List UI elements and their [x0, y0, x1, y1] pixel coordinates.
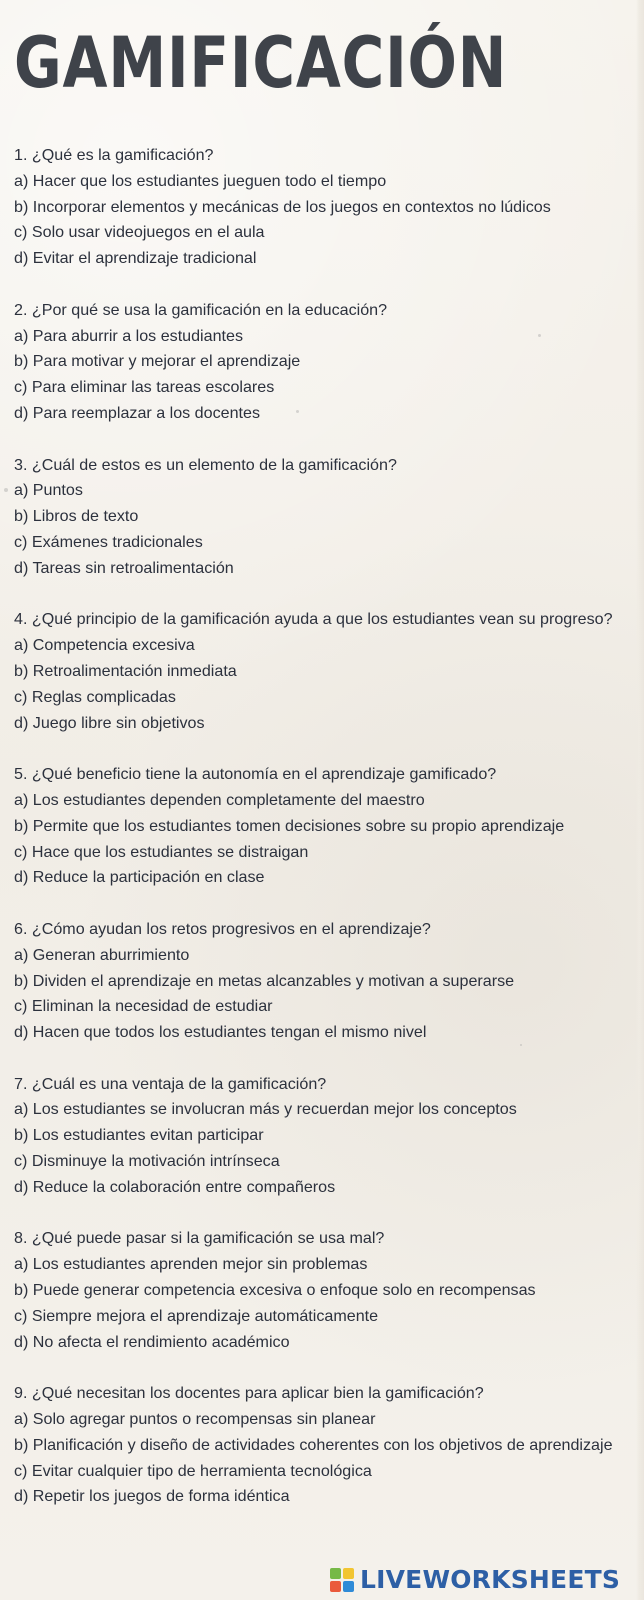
questions-list: [14, 143, 640, 1510]
option-2c: c) Para eliminar las tareas escolares: [14, 378, 275, 397]
option-5d: d) Reduce la participación en clase: [14, 868, 265, 887]
option-8c: c) Siempre mejora el aprendizaje automáticamente: [14, 1306, 379, 1325]
question-block-2: [14, 298, 640, 427]
question-text-7: 7. ¿Cuál es una ventaja de la gamificación?: [14, 1074, 327, 1093]
question-text-9: 9. ¿Qué necesitan los docentes para aplicar bien la gamificación?: [14, 1384, 484, 1403]
question-block-1: [14, 143, 640, 272]
watermark-brand: LIVEWORKSHEETS: [360, 1565, 621, 1594]
option-9c: c) Evitar cualquier tipo de herramienta tecnológica: [14, 1461, 372, 1480]
question-block-3: [14, 453, 640, 582]
paper-speck: [296, 410, 299, 413]
paper-speck: [538, 334, 541, 337]
option-6a: a) Generan aburrimiento: [14, 945, 190, 964]
option-1d: d) Evitar el aprendizaje tradicional: [14, 249, 257, 268]
option-7d: d) Reduce la colaboración entre compañeros: [14, 1177, 336, 1196]
option-5b: b) Permite que los estudiantes tomen decisiones sobre su propio aprendizaje: [14, 816, 565, 835]
option-3a: a) Puntos: [14, 481, 83, 500]
option-4b: b) Retroalimentación inmediata: [14, 661, 237, 680]
option-3c: c) Exámenes tradicionales: [14, 532, 203, 551]
option-2d: d) Para reemplazar a los docentes: [14, 403, 261, 422]
option-2b: b) Para motivar y mejorar el aprendizaje: [14, 352, 301, 371]
option-3d: d) Tareas sin retroalimentación: [14, 558, 234, 577]
option-8b: b) Puede generar competencia excesiva o enfoque solo en recompensas: [14, 1281, 536, 1300]
option-4c: c) Reglas complicadas: [14, 687, 176, 706]
question-block-4: [14, 607, 640, 736]
question-text-4: 4. ¿Qué principio de la gamificación ayuda a que los estudiantes vean su progreso?: [14, 610, 613, 629]
option-6c: c) Eliminan la necesidad de estudiar: [14, 997, 273, 1016]
option-1b: b) Incorporar elementos y mecánicas de los juegos en contextos no lúdicos: [14, 197, 551, 216]
question-text-5: 5. ¿Qué beneficio tiene la autonomía en el aprendizaje gamificado?: [14, 765, 497, 784]
option-9b: b) Planificación y diseño de actividades coherentes con los objetivos de aprendizaje: [14, 1435, 613, 1454]
option-3b: b) Libros de texto: [14, 507, 139, 526]
option-8d: d) No afecta el rendimiento académico: [14, 1332, 290, 1351]
option-7c: c) Disminuye la motivación intrínseca: [14, 1152, 280, 1171]
option-1c: c) Solo usar videojuegos en el aula: [14, 223, 265, 242]
option-4d: d) Juego libre sin objetivos: [14, 713, 205, 732]
liveworksheets-logo-icon: [330, 1568, 354, 1592]
question-text-3: 3. ¿Cuál de estos es un elemento de la gamificación?: [14, 455, 397, 474]
question-block-8: [14, 1226, 640, 1355]
paper-speck: [520, 1044, 522, 1046]
option-5a: a) Los estudiantes dependen completamente del maestro: [14, 790, 425, 809]
option-6b: b) Dividen el aprendizaje en metas alcanzables y motivan a superarse: [14, 971, 515, 990]
question-block-5: [14, 762, 640, 891]
question-text-8: 8. ¿Qué puede pasar si la gamificación se usa mal?: [14, 1229, 385, 1248]
paper-speck: [410, 778, 412, 780]
option-2a: a) Para aburrir a los estudiantes: [14, 326, 244, 345]
paper-speck: [4, 488, 8, 492]
option-9a: a) Solo agregar puntos o recompensas sin planear: [14, 1410, 376, 1429]
page-title: GAMIFICACIÓN: [14, 22, 508, 104]
option-5c: c) Hace que los estudiantes se distraigan: [14, 842, 309, 861]
option-9d: d) Repetir los juegos de forma idéntica: [14, 1487, 290, 1506]
question-block-9: [14, 1381, 640, 1510]
option-1a: a) Hacer que los estudiantes jueguen todo el tiempo: [14, 171, 387, 190]
option-7a: a) Los estudiantes se involucran más y recuerdan mejor los conceptos: [14, 1100, 517, 1119]
option-6d: d) Hacen que todos los estudiantes tengan el mismo nivel: [14, 1023, 427, 1042]
question-block-7: [14, 1072, 640, 1201]
question-text-2: 2. ¿Por qué se usa la gamificación en la educación?: [14, 300, 388, 319]
option-8a: a) Los estudiantes aprenden mejor sin problemas: [14, 1255, 368, 1274]
liveworksheets-watermark: [330, 1566, 624, 1594]
question-text-1: 1. ¿Qué es la gamificación?: [14, 146, 214, 164]
option-7b: b) Los estudiantes evitan participar: [14, 1126, 264, 1145]
question-block-6: [14, 917, 640, 1046]
option-4a: a) Competencia excesiva: [14, 636, 195, 655]
question-text-6: 6. ¿Cómo ayudan los retos progresivos en el aprendizaje?: [14, 919, 431, 938]
